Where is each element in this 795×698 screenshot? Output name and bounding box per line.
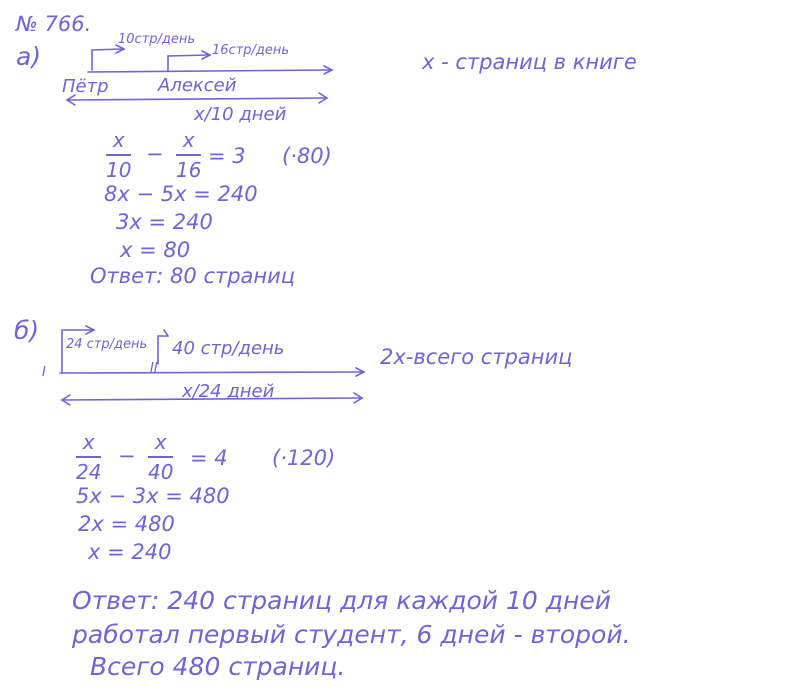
fraction-a1: [106, 128, 131, 182]
fraction-a2-den: 16: [176, 158, 202, 182]
fraction-b1-num: x: [82, 430, 95, 454]
days-arrow-a: [68, 98, 326, 100]
rate-student1: 24 стр/день: [66, 337, 148, 352]
step-a3: x = 80: [120, 238, 191, 262]
days-b: x/24 дней: [182, 381, 275, 402]
rate-student2: 40 стр/день: [172, 338, 285, 359]
minus-b: −: [118, 444, 136, 468]
fraction-b2-num: x: [154, 430, 167, 454]
roman-one: I: [42, 365, 46, 380]
answer-b-line3: Всего 480 страниц.: [90, 652, 346, 681]
step-b2: 2x = 480: [78, 512, 175, 536]
roman-two: II: [150, 361, 158, 376]
step-a1: 8x − 5x = 240: [104, 182, 258, 206]
rate-petr: 10стр/день: [118, 32, 196, 47]
step-b3: x = 240: [88, 540, 172, 564]
name-aleksey: Алексей: [158, 75, 237, 96]
mult-b: (·120): [272, 446, 336, 470]
fraction-b1: [76, 430, 101, 484]
problem-number: № 766.: [16, 12, 92, 36]
fraction-b2: [148, 430, 173, 484]
x-definition: x - страниц в книге: [422, 50, 637, 74]
timeline-a: [88, 70, 330, 72]
student2-start-arrow: [158, 336, 168, 364]
fraction-b2-den: 40: [148, 460, 174, 484]
mult-a: (·80): [282, 144, 332, 168]
answer-b-line2: работал первый студент, 6 дней - второй.: [72, 620, 631, 649]
fraction-a1-num: x: [112, 128, 125, 152]
rhs-a: = 3: [208, 144, 246, 168]
fraction-a2: [176, 128, 201, 182]
total-pages: 2x-всего страниц: [380, 345, 573, 369]
part-a-label: а): [16, 42, 42, 71]
fraction-a2-num: x: [182, 128, 195, 152]
rate-aleksey: 16стр/день: [212, 43, 290, 58]
aleksey-start-arrow: [168, 55, 208, 70]
step-a2: 3x = 240: [116, 210, 213, 234]
step-b1: 5x − 3x = 480: [76, 484, 230, 508]
answer-a: Ответ: 80 страниц: [90, 264, 296, 288]
timeline-b: [60, 372, 362, 373]
rhs-b: = 4: [190, 446, 228, 470]
fraction-a1-den: 10: [106, 158, 132, 182]
name-petr: Пётр: [62, 76, 109, 97]
answer-b-line1: Ответ: 240 страниц для каждой 10 дней: [72, 586, 611, 615]
fraction-b1-den: 24: [76, 460, 102, 484]
minus-a: −: [146, 142, 164, 166]
days-a: x/10 дней: [194, 104, 287, 125]
part-b-label: б): [14, 316, 40, 345]
